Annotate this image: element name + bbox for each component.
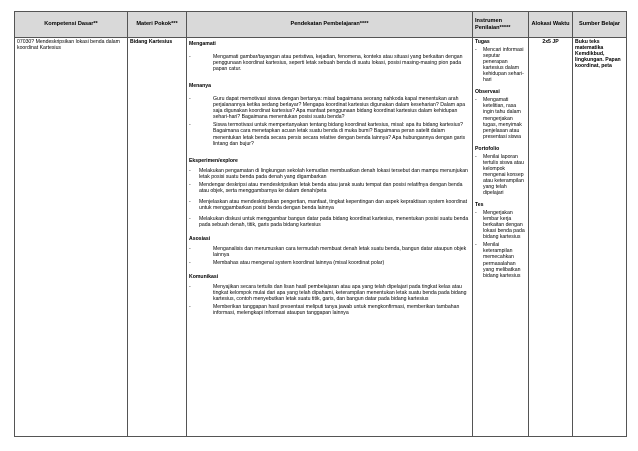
list-item: - Menilai laporan tertulis siswa atau kelompok mengenai konsep atau keterampilan yang telah dipelajari — [475, 153, 524, 197]
section-komunikasi — [189, 274, 470, 316]
header-sumber-belajar: Sumber Belajar — [573, 12, 627, 38]
list-item: - Menyajikan secara tertulis dan lisan hasil pembelajaran atau apa yang telah dipelajari pada tingkat kelas atau tingkat kelompok mulai dari apa yang telah dipahami, keterampilan menentukan letak suatu benda pada bidang kartesius, contoh menyebutkan letak suatu titik, garis, dan bangun datar pada bidang kartesius — [189, 284, 467, 303]
header-instrumen: Instrumen Penilaian***** — [473, 12, 529, 38]
header-row — [15, 12, 627, 38]
list-item: - Menilai keterampilan memecahkan permasalahan yang melibatkan bidang kartesius — [475, 242, 521, 279]
list-item: - Membahas atau mengenal system koordinat lainnya (misal koordinat polar) — [189, 260, 385, 267]
section-title: Komunikasi — [189, 274, 219, 281]
list-item: - Menjelaskan atau mendeskripsikan pengertian, manfaat, tingkat kepentingan dan aspek kepraktisan system koordinat untuk menggambarkan posisi benda dengan benda lainnya — [189, 198, 468, 211]
list-item: - Guru dapat memotivasi siswa dengan bertanya: misal bagaimana seorang nahkoda kapal menentukan arah perjalanannya ketika sedang berlayar? Mengapa koordinat kartesius digunakan dalam keseharian? Dalam apa saja digunakan koordinat kartesius? Apa manfaat penggunaan bidang koordinat kartesius dalam kehidupan sehari-hari? Bagaimana menentukan posisi suatu benda? — [189, 96, 466, 121]
section-eksperimen — [189, 158, 470, 228]
list-item: - Memberikan tanggapan hasil presentasi meliputi tanya jawab untuk mengkonfirmasi, memberikan tambahan informasi, melengkapi informasi ataupun tanggapan lainnya — [189, 304, 460, 317]
section-asosiasi — [189, 236, 470, 266]
list-item: - Melakukan pengamatan di lingkungan sekolah kemudian membuatkan denah lokasi tersebut dan mampu menunjukan letak posisi suatu benda pada denah yang digambarkan — [189, 167, 468, 180]
cell-sumber-belajar: Buku teks matematika Kemdikbud, lingkungan. Papan koordinat, peta — [573, 38, 627, 437]
list-item: - Mencari informasi seputar penerapan kartesius dalam kehidupan sehari-hari — [475, 47, 524, 84]
cell-alokasi-waktu: 2x5 JP — [529, 38, 573, 437]
header-kompetensi-dasar: Kompetensi Dasar** — [15, 12, 128, 38]
list-item: - Mengerjakan lembar kerja berkaitan dengan lokasi benda pada bidang kartesius — [475, 210, 525, 241]
instrumen-observasi-title: Observasi — [475, 89, 500, 96]
section-title: Menanya — [189, 83, 211, 90]
instrumen-tes-title: Tes — [475, 202, 484, 209]
list-item: - Melakukan diskusi untuk menggambar bangun datar pada bidang koordinat kartesius, menentukan posisi suatu benda pada sebuah denah, titik, garis pada bidang kartesius — [189, 215, 469, 228]
section-title: Eksperimen/explore — [189, 157, 238, 164]
section-title: Mengamati — [189, 41, 216, 47]
cell-instrumen — [473, 38, 529, 437]
instrumen-portofolio-title: Portofolio — [475, 145, 500, 152]
header-alokasi-waktu: Alokasi Waktu — [529, 12, 573, 38]
list-item: - Mengamati gambar/tayangan atau peristiwa, kejadian, fenomena, konteks atau situasi yang berkaitan dengan penggunaan koordinat kartesius, seperti letak sebuah benda di suatu lokasi, posisi masing-masing pion pada papan catur. — [189, 54, 463, 73]
header-pendekatan: Pendekatan Pembelajaran**** — [187, 12, 473, 38]
cell-pendekatan — [187, 38, 473, 437]
list-item: - Siswa termotivasi untuk mempertanyakan tentang bidang koordinat kartesius, misal: apa itu bidang kartesius? Bagaimana cara menetapkan acuan letak suatu benda di muka bumi? Bagaimana peran satelit dalam menentukan letak benda secara persis secara relative dengan benda lainnya? Apa hubungannya dengan garis lintang dan bujur? — [189, 122, 466, 147]
instrumen-tugas-title: Tugas — [475, 39, 490, 45]
lesson-plan-table — [14, 11, 627, 437]
cell-materi-pokok: Bidang Kartesius — [128, 38, 187, 437]
list-item: - Mendengar deskripsi atau mendeskripsikan letak benda atau jarak suatu tempat dan posisi relatifnya dengan benda atau objek, serta menggambarnya ke dalam denah/peta — [189, 181, 463, 194]
cell-kompetensi-dasar: 07030? Mendeskripsikan lokasi benda dalam koordinat Kartesius — [15, 38, 128, 437]
list-item: - Menganalisis dan merumuskan cara termudah membuat denah letak suatu benda, bangun datar ataupun objek lainnya — [189, 246, 467, 259]
section-title: Asosiasi — [189, 236, 211, 243]
section-menanya — [189, 83, 470, 146]
header-materi-pokok: Materi Pokok*** — [128, 12, 187, 38]
section-mengamati — [189, 41, 470, 72]
table-row — [15, 38, 627, 437]
list-item: - Mengamati ketelitian, rasa ingin tahu dalam mengerjakan tugas, menyimak penjelasan atau presentasi siswa — [475, 97, 522, 140]
